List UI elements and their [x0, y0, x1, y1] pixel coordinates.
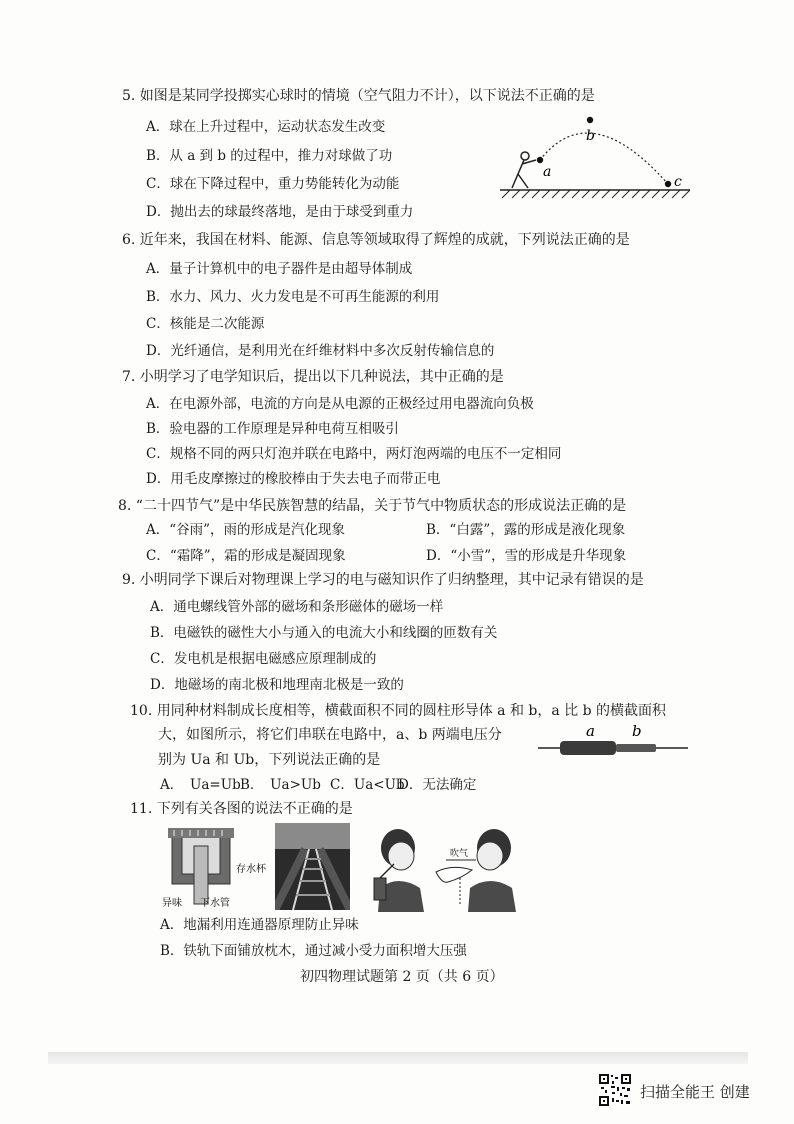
point-c [665, 181, 671, 187]
question-10-option-a: A． Ua=Ub [160, 777, 241, 793]
trajectory-arc [540, 133, 668, 184]
question-6-stem: 6. 近年来，我国在材料、能源、信息等领域取得了辉煌的成就，下列说法正确的是 [122, 232, 630, 248]
question-9-option-c: C．发电机是根据电磁感应原理制成的 [150, 651, 377, 667]
question-10-stem-line2: 大，如图所示，将它们串联在电路中，a、b 两端电压分 [158, 727, 502, 743]
point-a [537, 157, 543, 163]
boy-blowing-figure [432, 826, 522, 912]
question-9-stem: 9. 小明同学下课后对物理课上学习的电与磁知识作了归纳整理，其中记录有错误的是 [122, 572, 644, 588]
question-8-option-b: B．“白露”，露的形成是液化现象 [426, 522, 626, 538]
drain-pipe [194, 846, 208, 904]
label-blow: 吹气 [450, 849, 469, 859]
question-10-option-c: C．Ua<Ub [330, 777, 405, 793]
question-8-option-a: A．“谷雨”，雨的形成是汽化现象 [146, 522, 346, 538]
question-8-stem: 8. “二十四节气”是中华民族智慧的结晶，关于节气中物质状态的形成说法正确的是 [118, 498, 627, 514]
question-7-stem: 7. 小明学习了电学知识后，提出以下几种说法，其中正确的是 [122, 369, 504, 385]
question-8-option-d: D．“小雪”，雪的形成是升华现象 [426, 548, 627, 564]
conductor-b [616, 744, 656, 752]
question-9-option-b: B．电磁铁的磁性大小与通入的电流大小和线圈的匝数有关 [150, 625, 498, 641]
question-7-option-c: C．规格不同的两只灯泡并联在电路中，两灯泡两端的电压不一定相同 [146, 446, 562, 462]
question-5-stem: 5. 如图是某同学投掷实心球时的情境（空气阻力不计），以下说法不正确的是 [122, 88, 595, 104]
label-cup: 存水杯 [236, 864, 266, 875]
question-11-option-b: B．铁轨下面铺放枕木，通过减小受力面积增大压强 [160, 943, 467, 959]
question-9-option-d: D．地磁场的南北极和地理南北极是一致的 [150, 677, 404, 693]
question-9-option-a: A．通电螺线管外部的磁场和条形磁体的磁场一样 [150, 599, 444, 615]
question-10-option-d: D．无法确定 [398, 777, 477, 793]
question-6-option-c: C．核能是二次能源 [146, 316, 265, 332]
straw [380, 864, 394, 878]
scan-edge [48, 1052, 748, 1064]
question-5-option-d: D．抛出去的球最终落地，是由于球受到重力 [146, 204, 414, 220]
question-10-stem-line3: 别为 Ua 和 Ub，下列说法正确的是 [158, 752, 381, 768]
railway-track-photo [275, 823, 350, 910]
thrower-figure [512, 152, 536, 188]
question-8-option-c: C．“霜降”，霜的形成是凝固现象 [146, 548, 346, 564]
question-10-option-b: B． Ua>Ub [240, 777, 321, 793]
question-6-option-d: D．光纤通信，是利用光在纤维材料中多次反射传输信息的 [146, 343, 495, 359]
question-6-option-a: A．量子计算机中的电子器件是由超导体制成 [146, 261, 413, 277]
scanner-watermark: 扫描全能王 创建 [640, 1083, 750, 1101]
question-5-option-a: A．球在上升过程中，运动状态发生改变 [146, 119, 386, 135]
paper-strip [436, 867, 472, 882]
question-5-option-c: C．球在下降过程中，重力势能转化为动能 [146, 176, 400, 192]
point-b [587, 117, 593, 123]
ground-hatch [502, 190, 690, 198]
question-11-stem: 11. 下列有关各图的说法不正确的是 [130, 801, 353, 817]
throw-trajectory-figure [490, 108, 700, 200]
label-b: b [586, 128, 595, 144]
floor-drain-figure [160, 826, 275, 910]
label-pipe: 下水管 [200, 898, 230, 909]
question-7-option-b: B．验电器的工作原理是异种电荷互相吸引 [146, 421, 399, 437]
label-c: c [674, 174, 682, 190]
question-6-option-b: B．水力、风力、火力发电是不可再生能源的利用 [146, 289, 440, 305]
question-7-option-d: D．用毛皮摩擦过的橡胶棒由于失去电子而带正电 [146, 471, 441, 487]
boy-drinking-figure [368, 826, 438, 912]
page-footer: 初四物理试题第 2 页（共 6 页） [300, 969, 504, 985]
qr-code-icon [598, 1073, 632, 1107]
conductor-a [560, 741, 616, 755]
cup [374, 878, 386, 900]
label-odor: 异味 [162, 898, 182, 909]
label-conductor-a: a [586, 722, 595, 740]
question-7-option-a: A．在电源外部，电流的方向是从电源的正极经过用电器流向负极 [146, 396, 534, 412]
question-10-stem-line1: 10. 用同种材料制成长度相等，横截面积不同的圆柱形导体 a 和 b，a 比 b 的横截面积 [130, 703, 667, 719]
question-5-option-b: B．从 a 到 b 的过程中，推力对球做了功 [146, 148, 393, 164]
question-11-option-a: A．地漏利用连通器原理防止异味 [160, 917, 359, 933]
label-a: a [543, 164, 552, 180]
drain-grate [168, 828, 234, 838]
label-conductor-b: b [632, 722, 642, 740]
conductor-figure [538, 722, 688, 762]
